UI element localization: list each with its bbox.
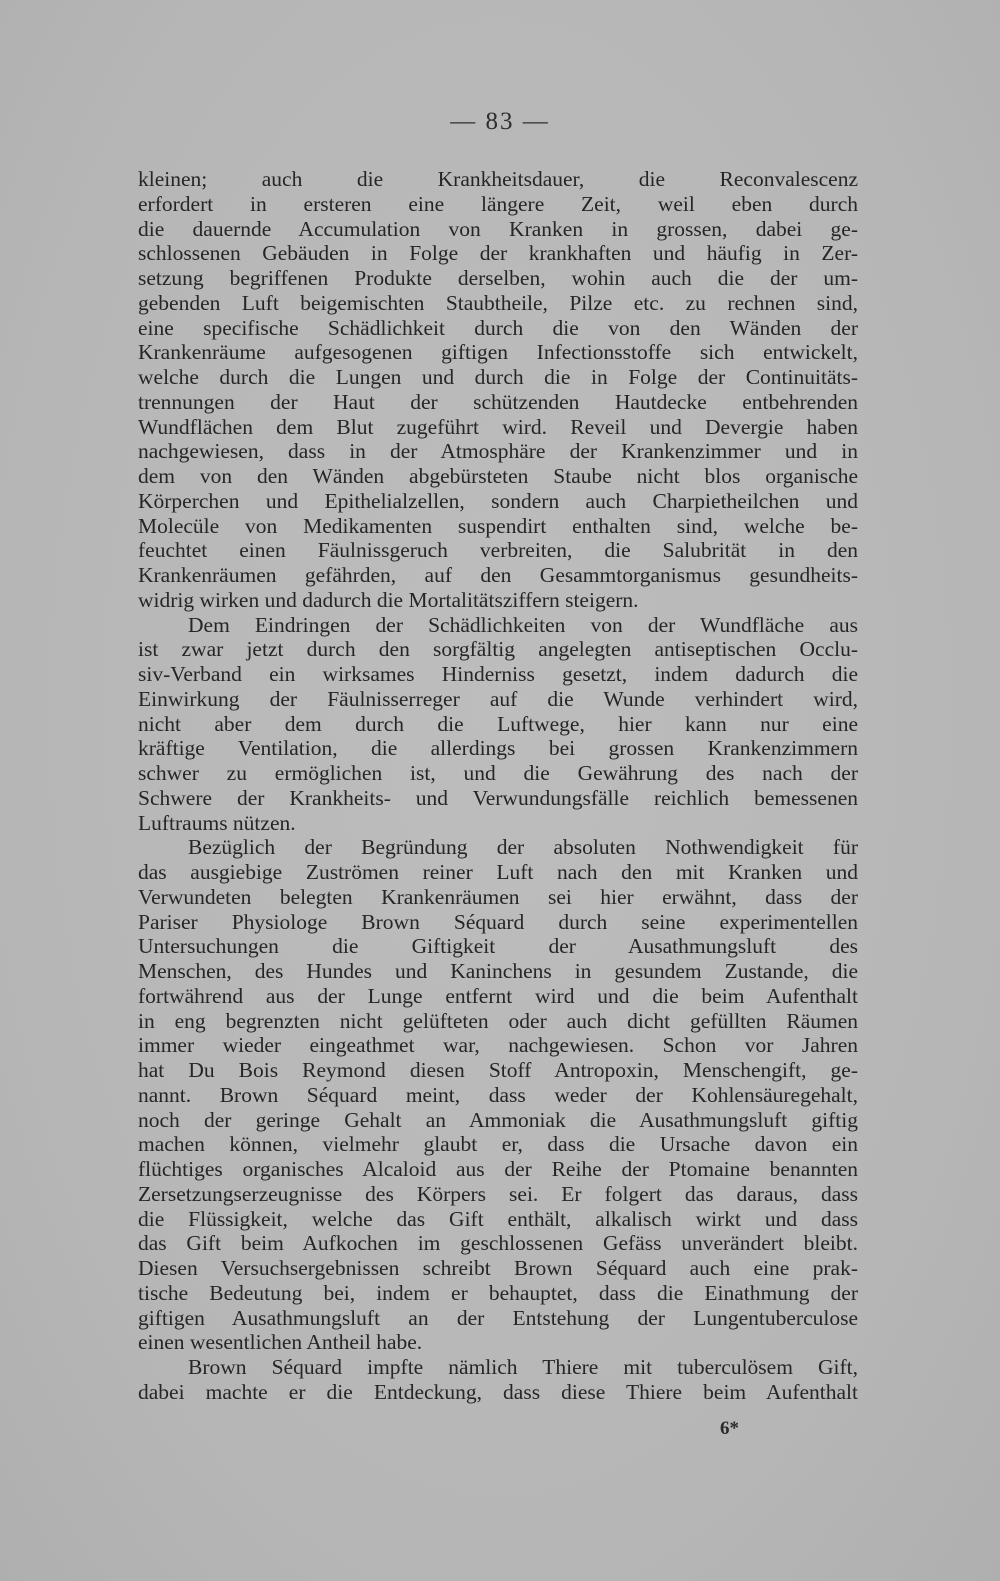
text-line: flüchtiges organisches Alcaloid aus der Reihe der Ptomaine benannten [138,1157,858,1181]
text-line: Zersetzungserzeugnisse des Körpers sei. Er folgert das daraus, dass [138,1181,858,1206]
text-line: schlossenen Gebäuden in Folge der krankhaften und häufig in Zer- [138,241,858,266]
text-line: dem von den Wänden abgebürsteten Staube nicht blos organische [138,464,858,488]
text-line: hat Du Bois Reymond diesen Stoff Antropoxin, Menschengift, ge- [138,1058,858,1082]
text-line: Diesen Versuchsergebnissen schreibt Brown Séquard auch eine prak- [138,1256,858,1280]
text-line: nannt. Brown Séquard meint, dass weder der Kohlensäuregehalt, [138,1082,858,1107]
text-line: immer wieder eingeathmet war, nachgewiesen. Schon vor Jahren [138,1033,858,1058]
text-line: fortwährend aus der Lunge entfernt wird und die beim Aufenthalt [138,983,858,1008]
text-line: widrig wirken und dadurch die Mortalitätsziffern steigern. [138,587,639,612]
text-line: ist zwar jetzt durch den sorgfältig angelegten antiseptischen Occlu- [138,637,858,662]
text-line: Einwirkung der Fäulnisserreger auf die Wunde verhindert wird, [138,686,858,711]
text-line: das ausgiebige Zuströmen reiner Luft nach den mit Kranken und [138,860,858,884]
text-line: Körperchen und Epithelialzellen, sondern auch Charpietheilchen und [138,488,858,513]
text-line: Dem Eindringen der Schädlichkeiten von der Wundfläche aus [188,612,858,637]
text-line: Menschen, des Hundes und Kaninchens in gesundem Zustande, die [138,959,858,983]
text-line: nachgewiesen, dass in der Atmosphäre der Krankenzimmer und in [138,439,858,464]
text-line: kräftige Ventilation, die allerdings bei grossen Krankenzimmern [138,736,858,761]
text-line: Molecüle von Medikamenten suspendirt enthalten sind, welche be- [138,513,858,538]
page-number: — 83 — [450,108,550,135]
text-line: machen können, vielmehr glaubt er, dass die Ursache davon ein [138,1132,858,1157]
text-line: noch der geringe Gehalt an Ammoniak die Ausathmungsluft giftig [138,1107,858,1132]
text-line: feuchtet einen Fäulnissgeruch verbreiten, die Salubrität in den [138,538,858,563]
text-line: eine specifische Schädlichkeit durch die von den Wänden der [138,315,858,340]
text-line: schwer zu ermöglichen ist, und die Gewährung des nach der [138,761,858,785]
text-line: kleinen; auch die Krankheitsdauer, die Reconvalescenz [138,167,858,191]
text-line: trennungen der Haut der schützenden Hautdecke entbehrenden [138,389,858,414]
text-line: Verwundeten belegten Krankenräumen sei hier erwähnt, dass der [138,884,858,909]
text-line: nicht aber dem durch die Luftwege, hier kann nur eine [138,711,858,736]
text-line: Bezüglich der Begründung der absoluten Nothwendigkeit für [188,835,858,860]
text-line: einen wesentlichen Antheil habe. [138,1330,423,1355]
text-line: Brown Séquard impfte nämlich Thiere mit tuberculösem Gift, [188,1355,858,1379]
body-text [138,167,858,1405]
text-line: siv-Verband ein wirksames Hinderniss gesetzt, indem dadurch die [138,662,858,686]
text-line: Krankenräume aufgesogenen giftigen Infectionsstoffe sich entwickelt, [138,340,858,365]
text-line: giftigen Ausathmungsluft an der Entstehung der Lungentuberculose [138,1305,858,1330]
text-line: Krankenräumen gefährden, auf den Gesammtorganismus gesundheits- [138,563,858,587]
text-line: in eng begrenzten nicht gelüfteten oder auch dicht gefüllten Räumen [138,1008,858,1033]
text-line: das Gift beim Aufkochen im geschlossenen Gefäss unverändert bleibt. [138,1231,858,1256]
text-line: setzung begriffenen Produkte derselben, wohin auch die der um- [138,266,858,290]
text-line: Pariser Physiologe Brown Séquard durch seine experimentellen [138,909,858,934]
signature-mark: 6* [720,1418,739,1439]
text-line: die dauernde Accumulation von Kranken in grossen, dabei ge- [138,216,858,241]
text-line: Untersuchungen die Giftigkeit der Ausathmungsluft des [138,934,858,959]
text-line: die Flüssigkeit, welche das Gift enthält, alkalisch wirkt und dass [138,1206,858,1231]
text-line: Luftraums nützen. [138,810,296,835]
text-line: welche durch die Lungen und durch die in Folge der Continuitäts- [138,365,858,389]
text-line: gebenden Luft beigemischten Staubtheile, Pilze etc. zu rechnen sind, [138,290,858,315]
text-line: Wundflächen dem Blut zugeführt wird. Reveil und Devergie haben [138,414,858,439]
text-line: dabei machte er die Entdeckung, dass diese Thiere beim Aufenthalt [138,1379,858,1404]
text-line: erfordert in ersteren eine längere Zeit, weil eben durch [138,191,858,216]
text-line: tische Bedeutung bei, indem er behauptet, dass die Einathmung der [138,1280,858,1305]
text-line: Schwere der Krankheits- und Verwundungsfälle reichlich bemessenen [138,785,858,810]
